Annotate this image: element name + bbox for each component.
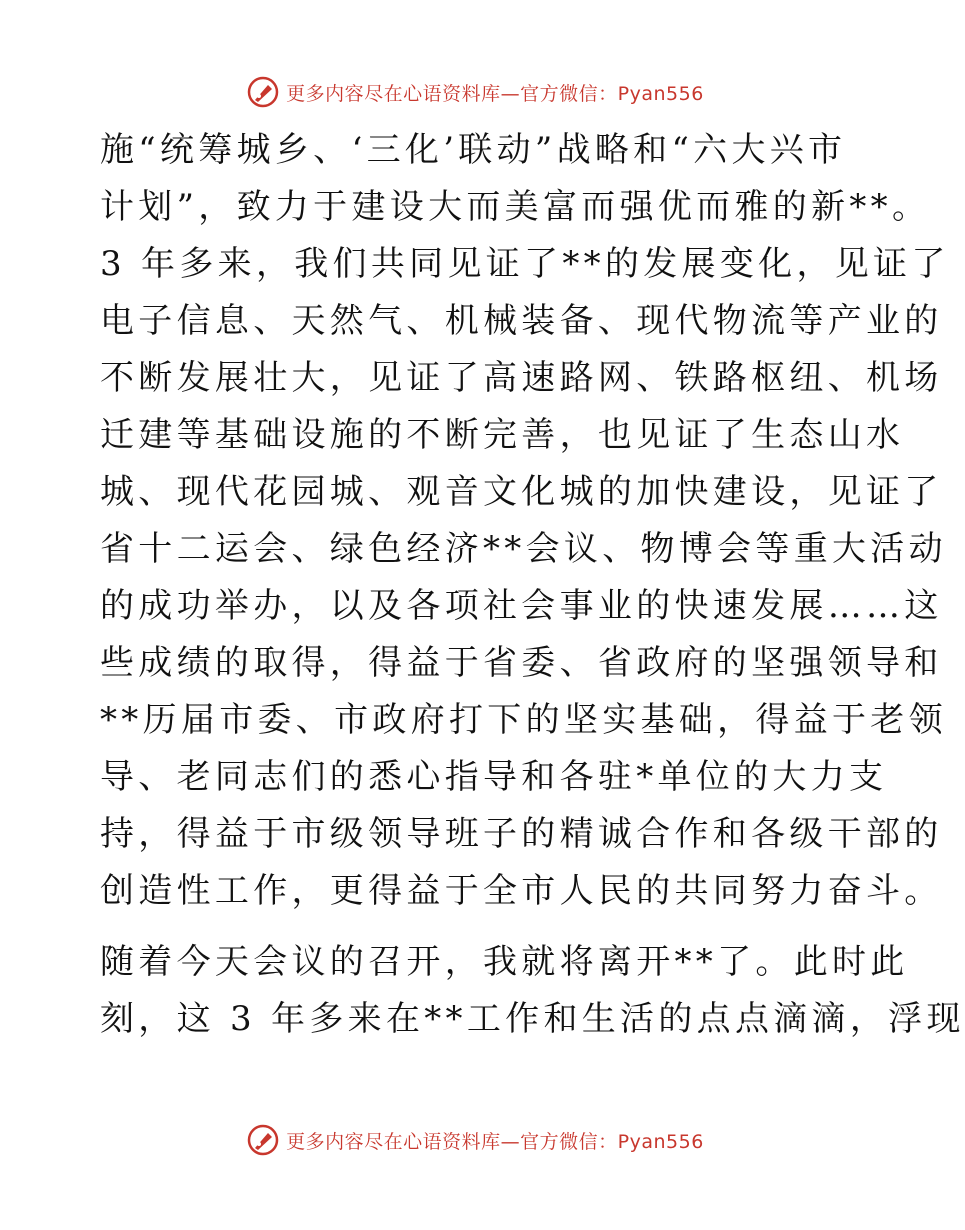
text-line: 电子信息、天然气、机械装备、现代物流等产业的 xyxy=(100,301,943,341)
text-line: 些成绩的取得，得益于省委、省政府的坚强领导和 xyxy=(100,643,943,683)
watermark-wechat-id: Pyan556 xyxy=(617,82,704,105)
text-line: 的成功举办，以及各项社会事业的快速发展……这 xyxy=(100,586,943,626)
paragraph-1 xyxy=(100,122,950,920)
watermark-label: 更多内容尽在心语资料库—官方微信： xyxy=(286,1130,618,1153)
footer-watermark xyxy=(0,1120,950,1160)
text-line: 持，得益于市级领导班子的精诚合作和各级干部的 xyxy=(100,814,943,854)
text-line: 施“统筹城乡、‘三化’联动”战略和“六大兴市 xyxy=(100,130,847,170)
watermark-text xyxy=(286,1127,704,1154)
watermark-text xyxy=(286,79,704,106)
text-line: 创造性工作，更得益于全市人民的共同努力奋斗。 xyxy=(100,871,943,911)
text-line: 城、现代花园城、观音文化城的加快建设，见证了 xyxy=(100,472,943,512)
text-line: 随着今天会议的召开，我就将离开**了。此时此 xyxy=(100,942,909,982)
text-line: 迁建等基础设施的不断完善，也见证了生态山水 xyxy=(100,415,905,455)
paragraph-gap xyxy=(100,920,860,934)
text-line: 省十二运会、绿色经济**会议、物博会等重大活动 xyxy=(100,529,947,569)
watermark-wechat-id: Pyan556 xyxy=(617,1130,704,1153)
text-line: **历届市委、市政府打下的坚实基础，得益于老领 xyxy=(100,700,947,740)
pen-nib-circle-icon xyxy=(246,75,280,109)
text-line: 计划”，致力于建设大而美富而强优而雅的新**。 xyxy=(100,187,931,227)
text-line: 不断发展壮大，见证了高速路网、铁路枢纽、机场 xyxy=(100,358,943,398)
document-body xyxy=(100,122,965,1048)
pen-nib-circle-icon xyxy=(246,1123,280,1157)
text-line: 3 年多来，我们共同见证了**的发展变化，见证了 xyxy=(100,244,950,284)
text-line: 导、老同志们的悉心指导和各驻*单位的大力支 xyxy=(100,757,888,797)
paragraph-2 xyxy=(100,934,965,1048)
header-watermark xyxy=(0,72,950,112)
text-line: 刻，这 3 年多来在**工作和生活的点点滴滴，浮现 xyxy=(100,999,965,1039)
watermark-label: 更多内容尽在心语资料库—官方微信： xyxy=(286,82,618,105)
